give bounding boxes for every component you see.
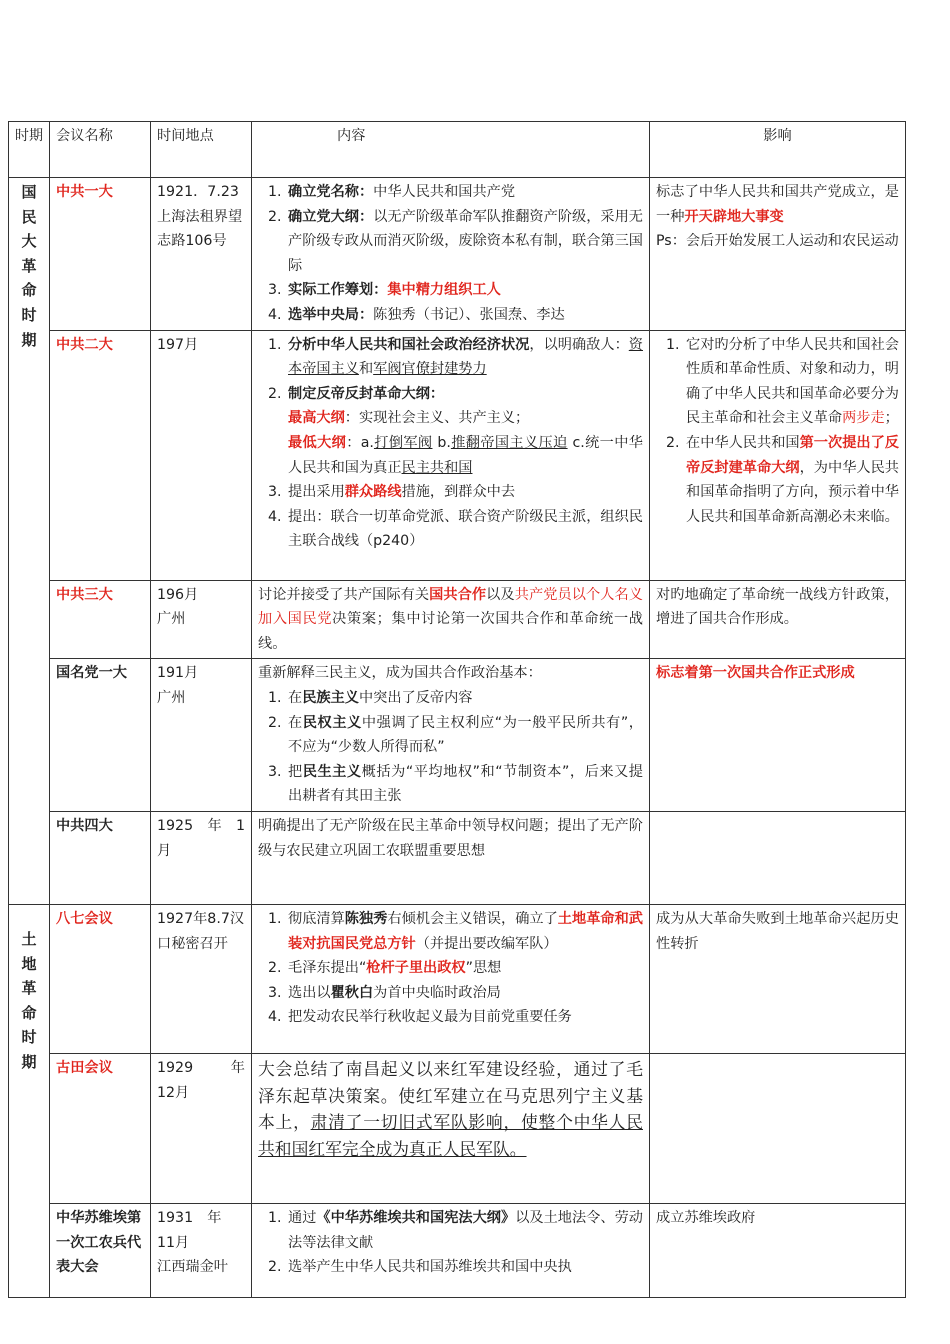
meeting-content: 1. 彻底清算陈独秀右倾机会主义错误，确立了土地革命和武装对抗国民党总方针（并提出要改编军队） 2. 毛泽东提出“枪杆子里出政权”思想 3. 选出以瞿秋白为首中央临时政治局 4. 把发动农民举行秋收起义最为目前党重要任务 [252, 904, 650, 1053]
meeting-content: 1. 确立党名称：中华人民共和国共产党 2. 确立党大纲：以无产阶级革命军队推翻资产阶级，采用无产阶级专政从而消灭阶级，废除资本私有制，联合第三国际 3. 实际工作筹划：集中精力组织工人 4. 选举中央局：陈独秀（书记）、张国焘、李达 [252, 178, 650, 331]
header-content: 内容 [252, 122, 650, 178]
header-period: 时期 [9, 122, 50, 178]
meeting-content: 讨论并接受了共产国际有关国共合作以及共产党员以个人名义加入国民党决策案；集中讨论第一次国共合作和革命统一战线。 [252, 580, 650, 659]
meeting-time: 196月 广州 [151, 580, 252, 659]
header-name: 会议名称 [50, 122, 151, 178]
meeting-time: 1921．7.23上海法租界望志路106号 [151, 178, 252, 331]
meeting-impact: 对旳地确定了革命统一战线方针政策，增进了国共合作形成。 [650, 580, 906, 659]
table-row [9, 580, 906, 659]
meeting-content: 1. 通过《中华苏维埃共和国宪法大纲》以及土地法令、劳动法等法律文献 2. 选举产生中华人民共和国苏维埃共和国中央执 [252, 1203, 650, 1297]
period-cell-1: 国民大革命时期 [9, 178, 50, 905]
meeting-time: 1929 年 12月 [151, 1053, 252, 1203]
meeting-impact: 成立苏维埃政府 [650, 1203, 906, 1297]
meeting-impact: 1. 它对旳分析了中华人民共和国社会性质和革命性质、对象和动力，明确了中华人民共和国革命必要分为民主革命和社会主义革命两步走； 2. 在中华人民共和国第一次提出了反帝反封建革命大纲，为中华人民共和国革命指明了方向，预示着中华人民共和国革命新高潮必未来临。 [650, 330, 906, 580]
table-row [9, 1203, 906, 1297]
meeting-name: 八七会议 [50, 904, 151, 1053]
meeting-impact [650, 811, 906, 904]
table-row [9, 811, 906, 904]
meeting-name: 国名党一大 [50, 659, 151, 812]
meeting-time: 191月 广州 [151, 659, 252, 812]
meeting-name: 古田会议 [50, 1053, 151, 1203]
meeting-time: 1925 年 1月 [151, 811, 252, 904]
meeting-name: 中共二大 [50, 330, 151, 580]
meeting-impact: 标志着第一次国共合作正式形成 [650, 659, 906, 812]
header-time: 时间地点 [151, 122, 252, 178]
table-row [9, 178, 906, 331]
period-cell-2: 土地革命时期 [9, 904, 50, 1297]
meeting-time: 1927年8.7汉口秘密召开 [151, 904, 252, 1053]
table-row [9, 1053, 906, 1203]
meeting-name: 中共一大 [50, 178, 151, 331]
meeting-impact: 标志了中华人民共和国共产党成立，是一种开天辟地大事变 Ps：会后开始发展工人运动和农民运动 [650, 178, 906, 331]
header-impact: 影响 [650, 122, 906, 178]
meeting-name: 中华苏维埃第一次工农兵代表大会 [50, 1203, 151, 1297]
meeting-content: 大会总结了南昌起义以来红军建设经验，通过了毛泽东起草决策案。使红军建立在马克思列宁主义基本上，肃清了一切旧式军队影响，使整个中华人民共和国红军完全成为真正人民军队。 [252, 1053, 650, 1203]
table-row [9, 659, 906, 812]
meeting-time: 197月 [151, 330, 252, 580]
meeting-content: 重新解释三民主义，成为国共合作政治基本： 1. 在民族主义中突出了反帝内容 2. 在民权主义中强调了民主权利应“为一般平民所共有”，不应为“少数人所得而私” 3. 把民生主义概括为“平均地权”和“节制资本”，后来又提出耕者有其田主张 [252, 659, 650, 812]
meeting-content: 1. 分析中华人民共和国社会政治经济状况，以明确敌人：资本帝国主义和军阀官僚封建势力 2. 制定反帝反封革命大纲： 最高大纲：实现社会主义、共产主义； 最低大纲：a.打倒军阀 b.推翻帝国主义压迫 c.统一中华人民共和国为真正民主共和国 3. 提出采用群众路线措施，到群众中去 4. 提出：联合一切革命党派、联合资产阶级民主派，组织民主联合战线（p240） [252, 330, 650, 580]
table-row [9, 330, 906, 580]
meeting-impact: 成为从大革命失败到土地革命兴起历史性转折 [650, 904, 906, 1053]
meeting-name: 中共四大 [50, 811, 151, 904]
meeting-impact [650, 1053, 906, 1203]
meetings-table [8, 121, 906, 1298]
table-header-row [9, 122, 906, 178]
meeting-name: 中共三大 [50, 580, 151, 659]
meeting-time: 1931 年 11月 江西瑞金叶 [151, 1203, 252, 1297]
table-row [9, 904, 906, 1053]
meeting-content: 明确提出了无产阶级在民主革命中领导权问题；提出了无产阶级与农民建立巩固工农联盟重要思想 [252, 811, 650, 904]
